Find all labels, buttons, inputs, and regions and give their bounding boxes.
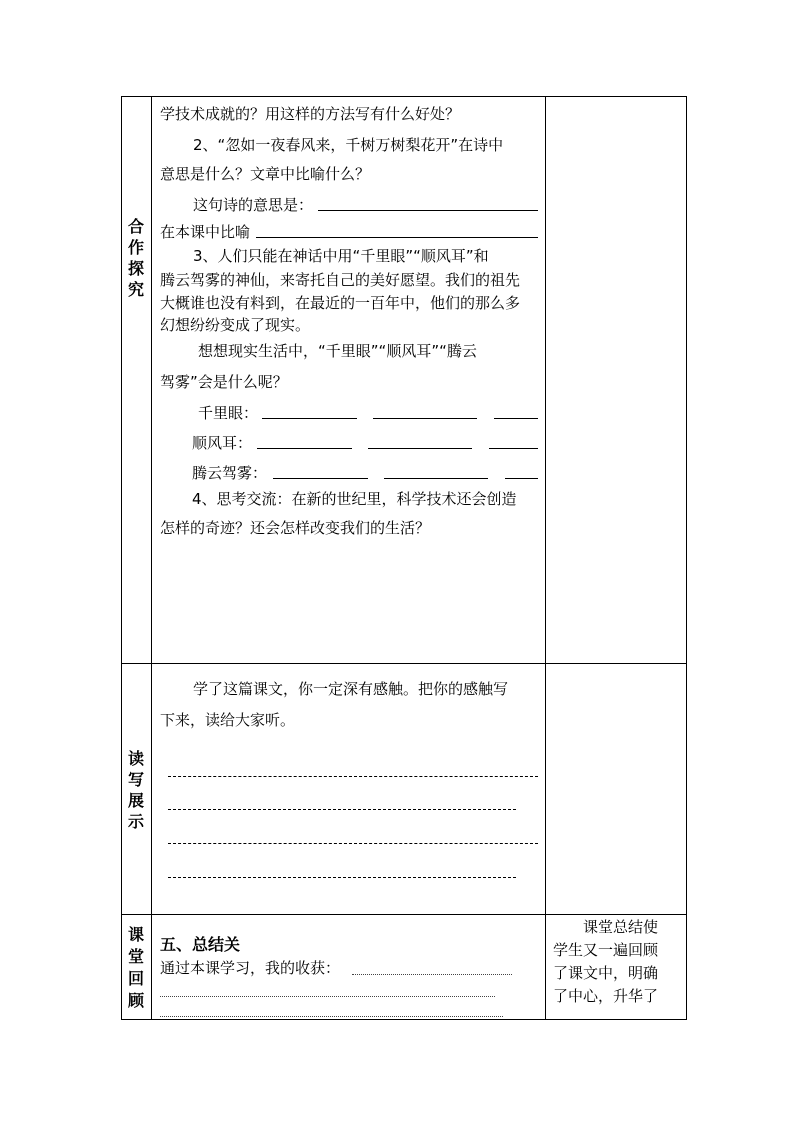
metaphor-blank[interactable] bbox=[256, 223, 538, 238]
gains-prompt: 通过本课学习，我的收获： bbox=[160, 959, 341, 977]
review-side-note bbox=[553, 916, 681, 1008]
table-border-top bbox=[121, 96, 687, 97]
question-3-line-2: 腾云驾雾的神仙，来寄托自己的美好愿望。我们的祖先 bbox=[160, 271, 521, 289]
question-3-line-4: 幻想纷纷变成了现实。 bbox=[160, 316, 311, 334]
label-char: 作 bbox=[127, 238, 144, 257]
label-char: 读 bbox=[127, 749, 144, 768]
gains-line-3[interactable] bbox=[160, 1016, 503, 1017]
table-border-right bbox=[686, 96, 687, 1020]
reflection-prompt-line-2: 下来，读给大家听。 bbox=[160, 711, 296, 729]
side-note-line: 了中心，升华了 bbox=[553, 987, 659, 1005]
label-char: 写 bbox=[127, 770, 144, 789]
class-review-label bbox=[121, 923, 151, 1013]
row-divider-1 bbox=[121, 663, 687, 664]
summary-heading: 五、总结关 bbox=[160, 935, 241, 954]
gains-line-1[interactable] bbox=[352, 974, 512, 975]
question-2-line-1: 2、“忽如一夜春风来，千树万树梨花开”在诗中 bbox=[193, 136, 504, 154]
table-border-bottom bbox=[121, 1019, 687, 1020]
writing-line-3[interactable] bbox=[168, 843, 538, 844]
cooperate-explore-label bbox=[121, 210, 151, 306]
clairvoyance-blank-3[interactable] bbox=[494, 404, 538, 419]
writing-line-1[interactable] bbox=[168, 776, 538, 777]
question-3-line-3: 大概谁也没有料到，在最近的一百年中，他们的那么多 bbox=[160, 294, 521, 312]
wind-ear-blank-3[interactable] bbox=[489, 434, 538, 449]
cloud-riding-blank-3[interactable] bbox=[505, 464, 538, 479]
side-note-line: 课堂总结使 bbox=[583, 918, 659, 936]
gains-line-2[interactable] bbox=[160, 996, 495, 997]
wind-ear-blank-1[interactable] bbox=[257, 434, 352, 449]
think-prompt-line-1: 想想现实生活中，“千里眼”“顺风耳”“腾云 bbox=[198, 342, 477, 360]
question-4-line-2: 怎样的奇迹？还会怎样改变我们的生活？ bbox=[160, 519, 431, 537]
writing-line-4[interactable] bbox=[168, 877, 516, 878]
clairvoyance-blank-1[interactable] bbox=[262, 404, 357, 419]
label-char: 顾 bbox=[127, 991, 144, 1010]
clairvoyance-blank-2[interactable] bbox=[373, 404, 477, 419]
think-prompt-line-2: 驾雾”会是什么呢？ bbox=[160, 373, 288, 391]
question-3-line-1: 3、人们只能在神话中用“千里眼”“顺风耳”和 bbox=[193, 247, 489, 265]
cloud-riding-blank-2[interactable] bbox=[384, 464, 488, 479]
question-1-tail: 学技术成就的？用这样的方法写有什么好处？ bbox=[160, 105, 461, 123]
label-char: 合 bbox=[127, 217, 144, 236]
label-column-divider bbox=[151, 96, 152, 1020]
poem-meaning-blank[interactable] bbox=[318, 196, 538, 211]
question-4-line-1: 4、思考交流：在新的世纪里，科学技术还会创造 bbox=[192, 490, 517, 508]
question-2-line-2: 意思是什么？文章中比喻什么？ bbox=[160, 165, 371, 183]
metaphor-prompt: 在本课中比喻 bbox=[160, 223, 251, 241]
label-char: 回 bbox=[127, 969, 144, 988]
label-char: 究 bbox=[127, 280, 144, 299]
cloud-riding-label: 腾云驾雾： bbox=[192, 464, 268, 482]
wind-ear-blank-2[interactable] bbox=[368, 434, 472, 449]
side-column-divider bbox=[545, 96, 546, 1020]
cloud-riding-blank-1[interactable] bbox=[273, 464, 368, 479]
reflection-prompt-line-1: 学了这篇课文，你一定深有感触。把你的感触写 bbox=[193, 680, 509, 698]
wind-ear-label: 顺风耳： bbox=[192, 434, 253, 452]
side-note-line: 学生又一遍回顾 bbox=[553, 941, 659, 959]
label-char: 展 bbox=[127, 791, 144, 810]
writing-line-2[interactable] bbox=[168, 809, 516, 810]
poem-meaning-prompt: 这句诗的意思是： bbox=[193, 196, 314, 214]
reading-writing-label bbox=[121, 742, 151, 838]
label-char: 堂 bbox=[127, 947, 144, 966]
label-char: 课 bbox=[127, 925, 144, 944]
clairvoyance-label: 千里眼： bbox=[198, 404, 259, 422]
label-char: 示 bbox=[127, 812, 144, 831]
row-divider-2 bbox=[121, 914, 687, 915]
label-char: 探 bbox=[127, 259, 144, 278]
side-note-line: 了课文中，明确 bbox=[553, 964, 659, 982]
